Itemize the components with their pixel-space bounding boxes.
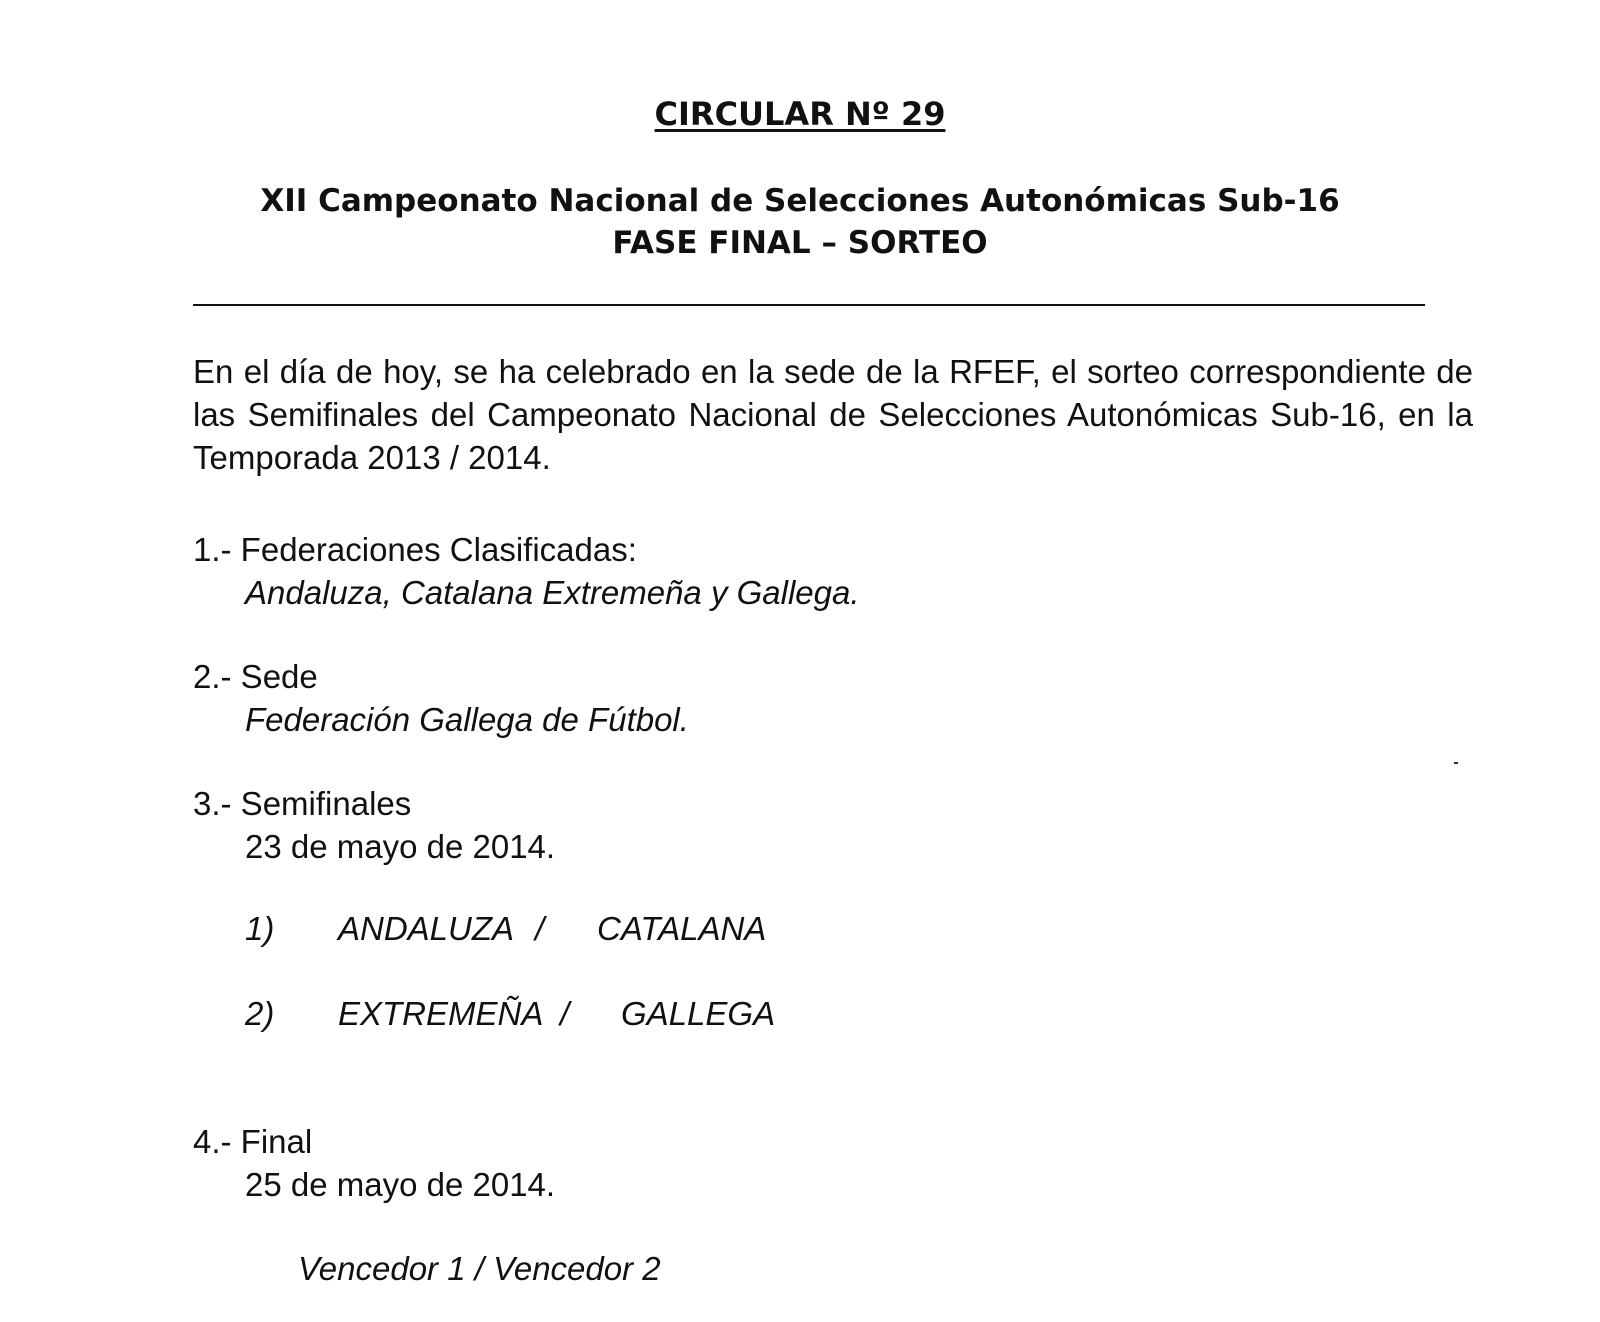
section-semifinales: [193, 782, 555, 868]
circular-number: CIRCULAR Nº 29: [654, 95, 946, 133]
section-detail: Andaluza, Catalana Extremeña y Gallega.: [245, 574, 860, 611]
section-label: 3.- Semifinales: [193, 785, 412, 822]
match-home-team: EXTREMEÑA: [338, 995, 544, 1032]
match-number: 1): [245, 910, 275, 947]
section-federaciones: [193, 528, 860, 614]
match-separator: /: [560, 995, 570, 1032]
match-away-team: GALLEGA: [621, 995, 776, 1032]
section-final: [193, 1120, 555, 1206]
section-sede: [193, 655, 689, 741]
section-label: 1.- Federaciones Clasificadas:: [193, 531, 637, 568]
match-away-team: CATALANA: [597, 910, 767, 947]
section-label: 4.- Final: [193, 1123, 313, 1160]
match-number: 2): [245, 995, 275, 1032]
document-title: [0, 180, 1600, 264]
match-separator: /: [535, 910, 545, 947]
title-line-2: FASE FINAL – SORTEO: [612, 225, 988, 261]
scan-speck: [1454, 762, 1458, 764]
section-detail: 23 de mayo de 2014.: [245, 828, 556, 865]
section-detail: Federación Gallega de Fútbol.: [245, 701, 689, 738]
title-line-1: XII Campeonato Nacional de Selecciones Autonómicas Sub-16: [260, 183, 1340, 219]
section-label: 2.- Sede: [193, 658, 318, 695]
section-detail: 25 de mayo de 2014.: [245, 1166, 556, 1203]
intro-paragraph: En el día de hoy, se ha celebrado en la sede de la RFEF, el sorteo correspondiente de las Semifinales del Campeonato Nacional de Selecciones Autonómicas Sub-16, en la Temporada 2013 / 2014.: [193, 353, 1473, 476]
divider-line: [193, 304, 1425, 306]
final-match: Vencedor 1 / Vencedor 2: [298, 1250, 661, 1287]
match-home-team: ANDALUZA: [338, 910, 515, 947]
